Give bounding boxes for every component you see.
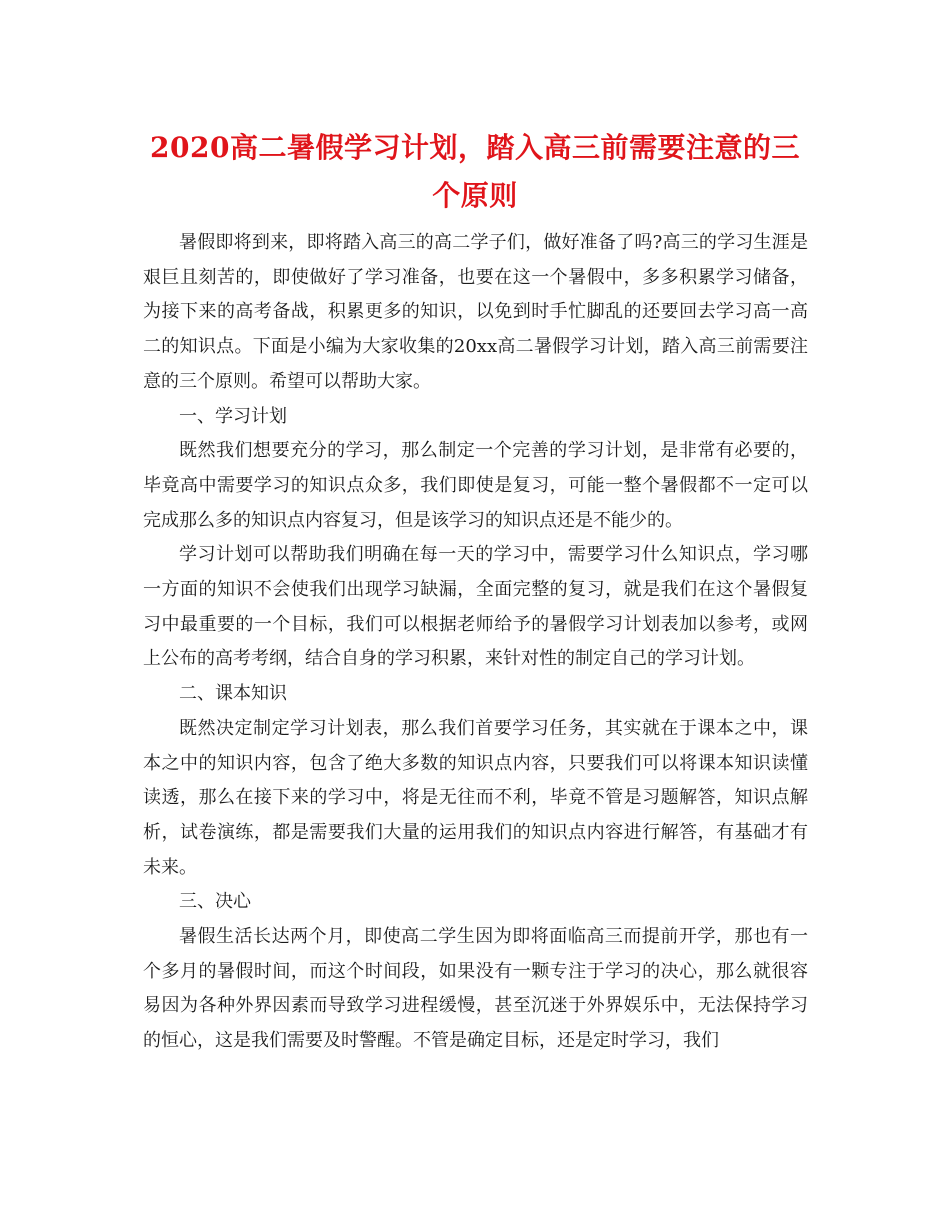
paragraph: 暑假生活长达两个月，即使高二学生因为即将面临高三而提前开学，那也有一个多月的暑假时间，而这个时间段，如果没有一颗专注于学习的决心，那么就很容易因为各种外界因素而导致学习进程缓慢，甚至沉迷于外界娱乐中，无法保持学习的恒心，这是我们需要及时警醒。不管是确定目标，还是定时学习，我们 xyxy=(143,926,808,1052)
section-heading-study-plan: 一、学习计划 xyxy=(179,405,287,427)
section-heading-textbook-knowledge: 二、课本知识 xyxy=(179,683,287,705)
paragraph: 既然决定制定学习计划表，那么我们首要学习任务，其实就在于课本之中，课本之中的知识内容，包含了绝大多数的知识点内容，只要我们可以将课本知识读懂读透，那么在接下来的学习中，将是无往而不利，毕竟不管是习题解答，知识点解析，试卷演练，都是需要我们大量的运用我们的知识点内容进行解答，有基础才有未来。 xyxy=(143,717,808,878)
page-title: 2020高二暑假学习计划，踏入高三前需要注意的三个原则 xyxy=(150,131,800,212)
paragraph: 既然我们想要充分的学习，那么制定一个完善的学习计划，是非常有必要的，毕竟高中需要学习的知识点众多，我们即使是复习，可能一整个暑假都不一定可以完成那么多的知识点内容复习，但是该学习的知识点还是不能少的。 xyxy=(143,440,808,531)
document-body xyxy=(143,226,808,1059)
intro-paragraph: 暑假即将到来，即将踏入高三的高二学子们，做好准备了吗?高三的学习生涯是艰巨且刻苦的，即使做好了学习准备，也要在这一个暑假中，多多积累学习储备，为接下来的高考备战，积累更多的知识，以免到时手忙脚乱的还要回去学习高一高二的知识点。下面是小编为大家收集的20xx高二暑假学习计划，踏入高三前需要注意的三个原则。希望可以帮助大家。 xyxy=(143,232,808,392)
paragraph: 学习计划可以帮助我们明确在每一天的学习中，需要学习什么知识点，学习哪一方面的知识不会使我们出现学习缺漏，全面完整的复习，就是我们在这个暑假复习中最重要的一个目标，我们可以根据老师给予的暑假学习计划表加以参考，或网上公布的高考考纲，结合自身的学习积累，来针对性的制定自己的学习计划。 xyxy=(143,544,808,670)
section-heading-determination: 三、决心 xyxy=(179,891,251,913)
